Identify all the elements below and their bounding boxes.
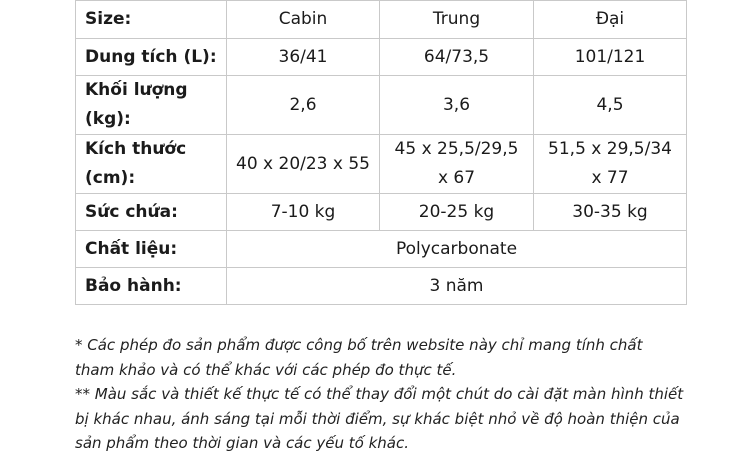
footnote-measurement: * Các phép đo sản phẩm được công bố trên website này chỉ mang tính chất tham khảo và có thể khác với các phép đo thực tế. <box>75 336 643 379</box>
table-cell: 40 x 20/23 x 55 <box>227 135 380 194</box>
table-cell-merged: 3 năm <box>227 268 687 305</box>
row-label: Chất liệu: <box>76 231 227 268</box>
table-row-capacity <box>76 39 687 76</box>
table-cell: 30-35 kg <box>534 194 687 231</box>
row-label: Kích thước (cm): <box>76 135 227 194</box>
table-cell: 4,5 <box>534 76 687 135</box>
table-cell: 7-10 kg <box>227 194 380 231</box>
table-row-size <box>76 1 687 39</box>
table-cell: 45 x 25,5/29,5 x 67 <box>380 135 534 194</box>
table-row-weight <box>76 76 687 135</box>
table-cell: Đại <box>534 1 687 39</box>
table-row-warranty <box>76 268 687 305</box>
row-label: Dung tích (L): <box>76 39 227 76</box>
spec-table <box>75 0 687 305</box>
row-label: Sức chứa: <box>76 194 227 231</box>
table-cell: 101/121 <box>534 39 687 76</box>
table-cell: 3,6 <box>380 76 534 135</box>
table-row-dimensions <box>76 135 687 194</box>
row-label: Khối lượng (kg): <box>76 76 227 135</box>
table-cell: 64/73,5 <box>380 39 534 76</box>
table-cell: 36/41 <box>227 39 380 76</box>
table-cell-merged: Polycarbonate <box>227 231 687 268</box>
table-cell: Cabin <box>227 1 380 39</box>
footnote-color-design: ** Màu sắc và thiết kế thực tế có thể thay đổi một chút do cài đặt màn hình thiết bị khác nhau, ánh sáng tại mỗi thời điểm, sự khác biệt nhỏ về độ hoàn thiện của sản phẩm theo thời gian và các yếu tố khác. <box>75 385 684 452</box>
table-cell: 51,5 x 29,5/34 x 77 <box>534 135 687 194</box>
footnotes <box>75 333 685 456</box>
table-row-load <box>76 194 687 231</box>
table-row-material <box>76 231 687 268</box>
table-cell: 2,6 <box>227 76 380 135</box>
row-label: Bảo hành: <box>76 268 227 305</box>
table-cell: 20-25 kg <box>380 194 534 231</box>
row-label: Size: <box>76 1 227 39</box>
table-cell: Trung <box>380 1 534 39</box>
